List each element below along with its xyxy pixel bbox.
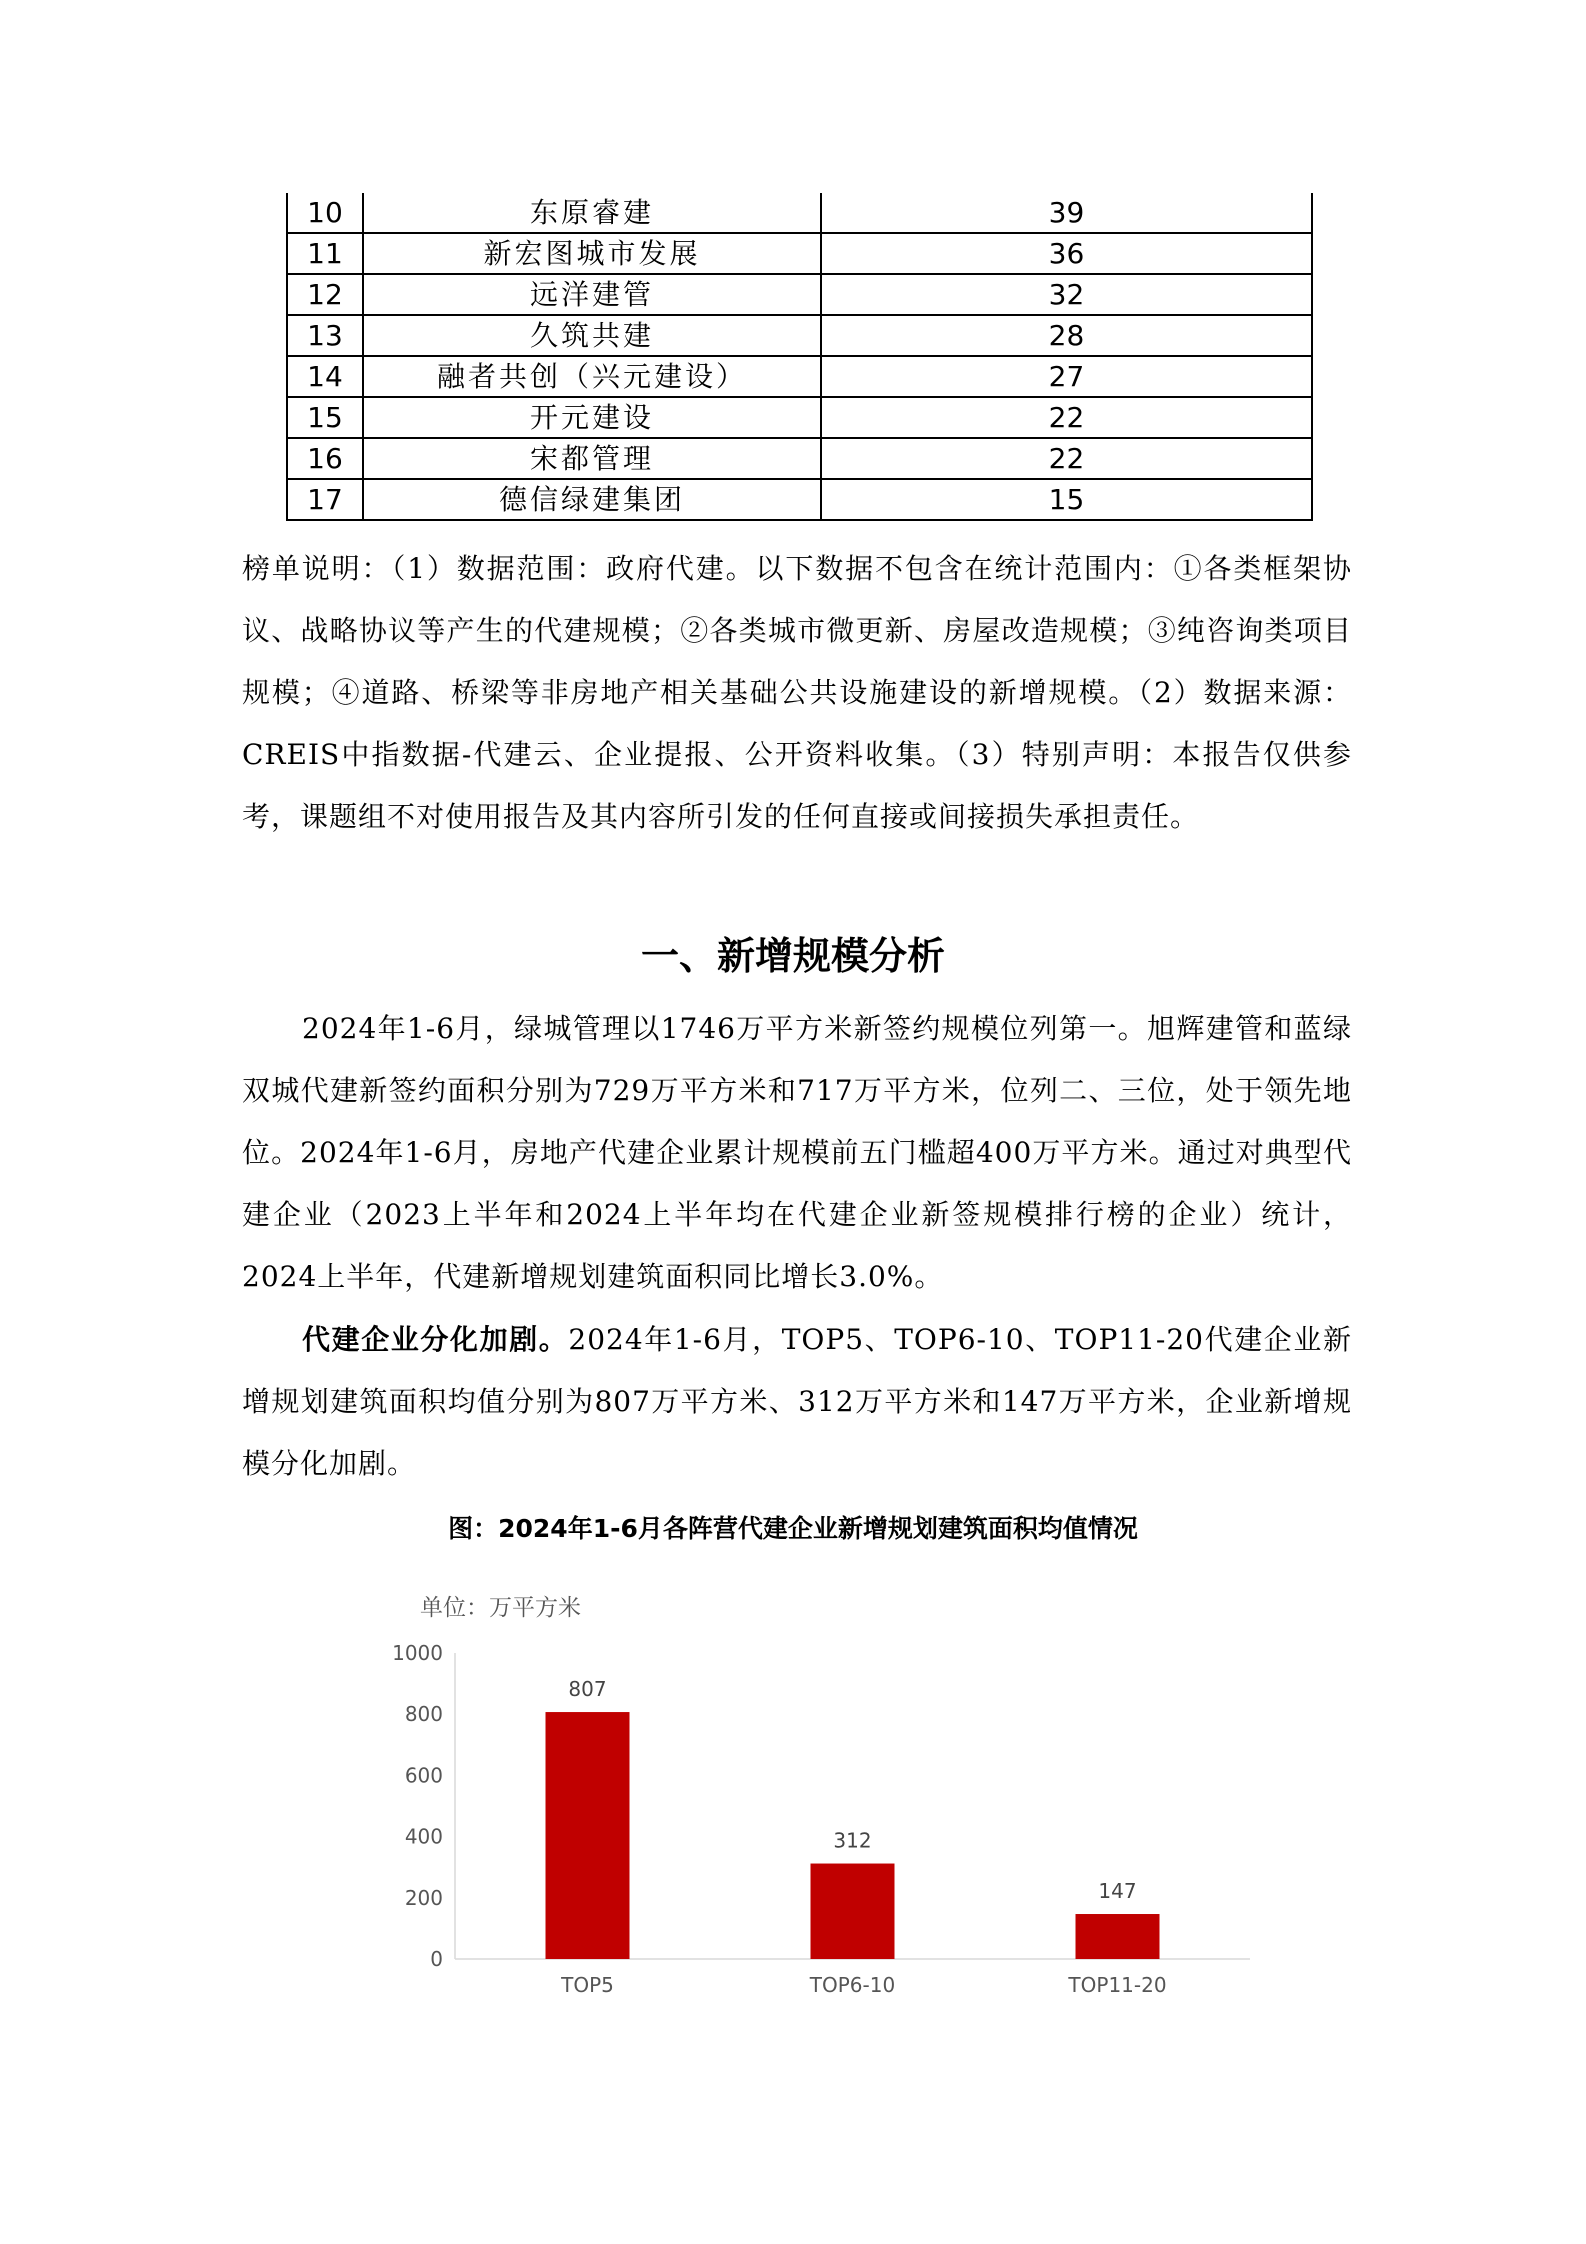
data-label: 147 — [1098, 1879, 1137, 1904]
x-category-label: TOP5 — [561, 1973, 614, 1997]
rank-cell: 13 — [287, 315, 363, 356]
x-category-label: TOP11-20 — [1068, 1973, 1167, 1997]
table-row — [287, 274, 1312, 315]
table-row — [287, 438, 1312, 479]
company-name-cell: 德信绿建集团 — [363, 479, 821, 520]
company-name-cell: 融者共创（兴元建设） — [363, 356, 821, 397]
value-cell: 32 — [821, 274, 1312, 315]
bar-top6-10 — [811, 1864, 895, 1959]
company-name-cell: 宋都管理 — [363, 438, 821, 479]
y-tick-label: 200 — [404, 1885, 443, 1910]
rank-cell: 16 — [287, 438, 363, 479]
rank-cell: 12 — [287, 274, 363, 315]
company-name-cell: 新宏图城市发展 — [363, 233, 821, 274]
chart-bars — [546, 1677, 1167, 1997]
bar-top5 — [546, 1712, 630, 1959]
paragraph-rest: 2024年1-6月，TOP5、TOP6-10、TOP11-20代建企业新增规划建筑面积均值分别为807万平方米、312万平方米和147万平方米，企业新增规模分化加剧。 — [242, 1323, 1352, 1480]
company-name-cell: 开元建设 — [363, 397, 821, 438]
y-tick-label: 1000 — [392, 1641, 443, 1665]
rank-cell: 15 — [287, 397, 363, 438]
table-row — [287, 397, 1312, 438]
data-label: 312 — [833, 1828, 872, 1853]
table-row — [287, 193, 1312, 233]
rank-cell: 14 — [287, 356, 363, 397]
list-note: 榜单说明：（1）数据范围：政府代建。以下数据不包含在统计范围内：①各类框架协议、战略协议等产生的代建规模；②各类城市微更新、房屋改造规模；③纯咨询类项目规模；④道路、桥梁等非房地产相关基础公共设施建设的新增规模。（2）数据来源：CREIS中指数据-代建云、企业提报、公开资料收集。（3）特别声明：本报告仅供参考，课题组不对使用报告及其内容所引发的任何直接或间接损失承担责任。 — [242, 552, 1352, 833]
value-cell: 22 — [821, 438, 1312, 479]
value-cell: 39 — [821, 193, 1312, 233]
y-tick-label: 400 — [404, 1824, 443, 1849]
data-label: 807 — [568, 1677, 607, 1702]
table-row — [287, 479, 1312, 520]
ranking-table — [286, 193, 1313, 521]
value-cell: 36 — [821, 233, 1312, 274]
y-tick-label: 0 — [430, 1947, 443, 1971]
value-cell: 27 — [821, 356, 1312, 397]
company-name-cell: 东原睿建 — [363, 193, 821, 233]
rank-cell: 10 — [287, 193, 363, 233]
rank-cell: 11 — [287, 233, 363, 274]
rank-cell: 17 — [287, 479, 363, 520]
y-tick-label: 600 — [404, 1763, 443, 1788]
value-cell: 28 — [821, 315, 1312, 356]
x-category-label: TOP6-10 — [809, 1973, 896, 1997]
table-row — [287, 233, 1312, 274]
table-row — [287, 356, 1312, 397]
paragraph-new-scale: 2024年1-6月，绿城管理以1746万平方米新签约规模位列第一。旭辉建管和蓝绿双城代建新签约面积分别为729万平方米和717万平方米，位列二、三位，处于领先地位。2024年1-6月，房地产代建企业累计规模前五门槛超400万平方米。通过对典型代建企业（2023上半年和2024上半年均在代建企业新签规模排行榜的企业）统计，2024上半年，代建新增规划建筑面积同比增长3.0%。 — [242, 1012, 1352, 1293]
y-tick-label: 800 — [404, 1702, 443, 1727]
value-cell: 15 — [821, 479, 1312, 520]
table-row — [287, 315, 1312, 356]
section-title: 一、新增规模分析 — [640, 934, 945, 978]
bar-top11-20 — [1076, 1914, 1160, 1959]
bar-chart-svg — [360, 1580, 1260, 2010]
y-axis-ticks — [392, 1641, 443, 1971]
figure-caption: 图：2024年1-6月各阵营代建企业新增规划建筑面积均值情况 — [448, 1514, 1138, 1543]
company-name-cell: 远洋建管 — [363, 274, 821, 315]
company-name-cell: 久筑共建 — [363, 315, 821, 356]
bar-chart — [360, 1580, 1260, 2010]
chart-unit-label: 单位：万平方米 — [420, 1595, 581, 1621]
value-cell: 22 — [821, 397, 1312, 438]
paragraph-lead: 代建企业分化加剧。 — [302, 1323, 569, 1356]
paragraph-differentiation — [242, 1309, 1352, 1495]
